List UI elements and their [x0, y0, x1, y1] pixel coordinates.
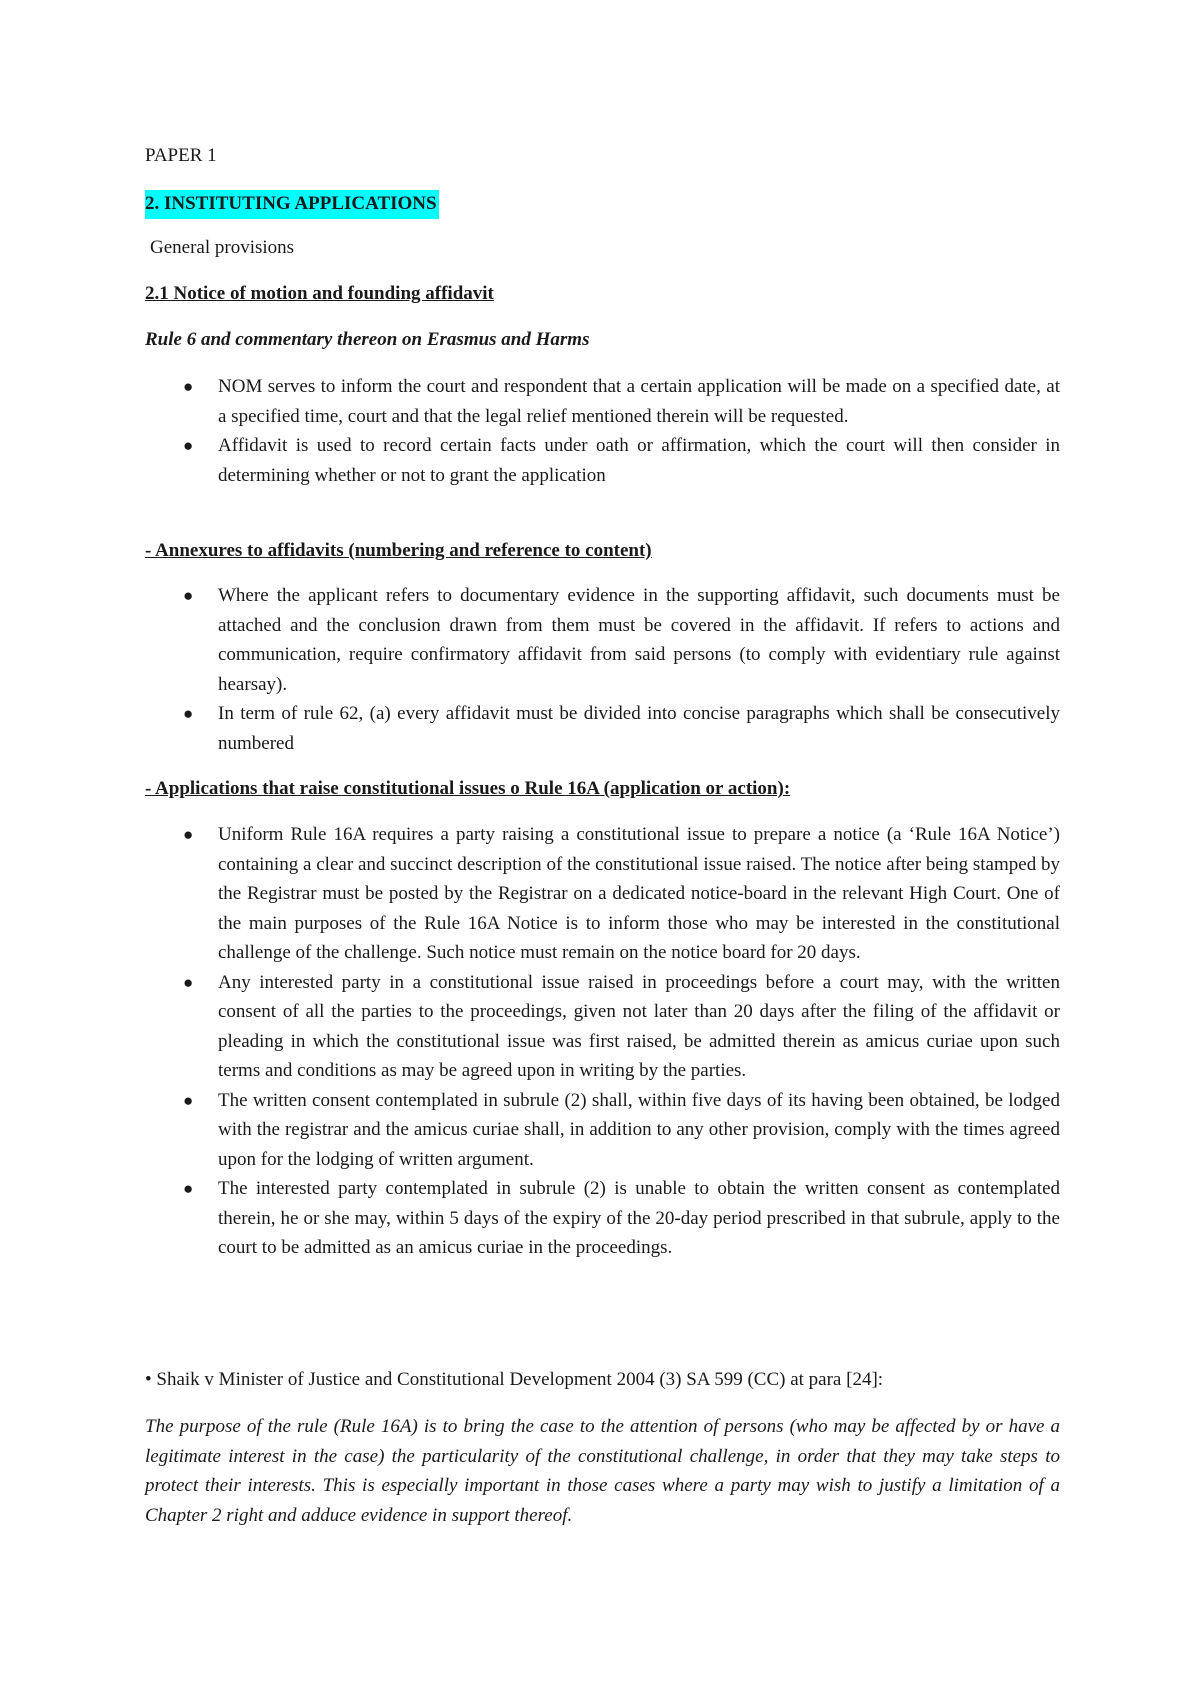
annexures-list: [145, 581, 1060, 758]
list-item: [145, 968, 1060, 1086]
subsection-heading-annexures: - Annexures to affidavits (numbering and reference to content): [145, 540, 652, 561]
bullet-dot-icon: ●: [183, 972, 194, 992]
list-item-text: The written consent contemplated in subrule (2) shall, within five days of its having been obtained, be lodged with the registrar and the amicus curiae shall, in addition to any other provision, comply with the times agreed upon for the lodging of written argument.: [218, 1089, 1060, 1170]
case-quote: The purpose of the rule (Rule 16A) is to bring the case to the attention of persons (who may be affected by or have a legitimate interest in the case) the particularity of the constitutional challenge, in order that they may take steps to protect their interests. This is especially important in those cases where a party may wish to justify a limitation of a Chapter 2 right and adduce evidence in support thereof.: [145, 1416, 1060, 1526]
list-item: [145, 1174, 1060, 1263]
list-item: [145, 820, 1060, 968]
list-item: [145, 431, 1060, 490]
list-item-text: The interested party contemplated in subrule (2) is unable to obtain the written consent as contemplated therein, he or she may, within 5 days of the expiry of the 20-day period prescribed in that subrule, apply to the court to be admitted as an amicus curiae in the proceedings.: [218, 1178, 1060, 1258]
list-item-text: Affidavit is used to record certain facts under oath or affirmation, which the court will then consider in determining whether or not to grant the application: [218, 435, 1060, 486]
subsection-heading-notice-of-motion: 2.1 Notice of motion and founding affidavit: [145, 283, 494, 304]
list-item: [145, 372, 1060, 431]
list-item: [145, 1086, 1060, 1175]
bullet-dot-icon: ●: [183, 377, 194, 396]
list-item-text: Uniform Rule 16A requires a party raising a constitutional issue to prepare a notice (a ‘Rule 16A Notice’) containing a clear and succinct description of the constitutional issue raised. The notice after being stamped by the Registrar must be posted by the Registrar on a dedicated notice-board in the relevant High Court. One of the main purposes of the Rule 16A Notice is to inform those who may be interested in the constitutional challenge of the challenge. Such notice must remain on the notice board for 20 days.: [218, 824, 1060, 963]
bullet-dot-icon: ●: [183, 1179, 194, 1198]
subsection-heading-constitutional-issues: - Applications that raise constitutional issues o Rule 16A (application or action):: [145, 778, 791, 799]
list-item-text: In term of rule 62, (a) every affidavit must be divided into concise paragraphs which shall be consecutively numbered: [218, 703, 1060, 754]
list-item-text: Any interested party in a constitutional issue raised in proceedings before a court may, with the written consent of all the parties to the proceedings, given not later than 20 days after the filing of the affidavit or pleading in which the constitutional issue was first raised, be admitted therein as amicus curiae upon such terms and conditions as may be agreed upon in writing by the parties.: [218, 971, 1060, 1081]
list-item: [145, 581, 1060, 699]
bullet-dot-icon: ●: [183, 436, 194, 455]
section-heading: 2. INSTITUTING APPLICATIONS: [145, 190, 439, 219]
list-item: [145, 699, 1060, 758]
bullet-dot-icon: ●: [183, 825, 194, 844]
bullet-dot-icon: ●: [183, 586, 194, 605]
case-reference: • Shaik v Minister of Justice and Constitutional Development 2004 (3) SA 599 (CC) at para [24]:: [145, 1369, 884, 1390]
constitutional-issues-list: [145, 820, 1060, 1263]
list-item-text: NOM serves to inform the court and respondent that a certain application will be made on a specified date, at a specified time, court and that the legal relief mentioned therein will be requested.: [218, 376, 1060, 427]
bullet-dot-icon: ●: [183, 704, 194, 723]
bullet-dot-icon: ●: [183, 1090, 194, 1110]
list-item-text: Where the applicant refers to documentary evidence in the supporting affidavit, such documents must be attached and the conclusion drawn from them must be covered in the affidavit. If refers to actions and communication, require confirmatory affidavit from said persons (to comply with evidentiary rule against hearsay).: [218, 585, 1060, 695]
general-provisions-label: General provisions: [150, 237, 295, 258]
rule-reference: Rule 6 and commentary thereon on Erasmus and Harms: [145, 329, 590, 350]
paper-label: PAPER 1: [145, 145, 217, 166]
notice-of-motion-list: [145, 372, 1060, 490]
